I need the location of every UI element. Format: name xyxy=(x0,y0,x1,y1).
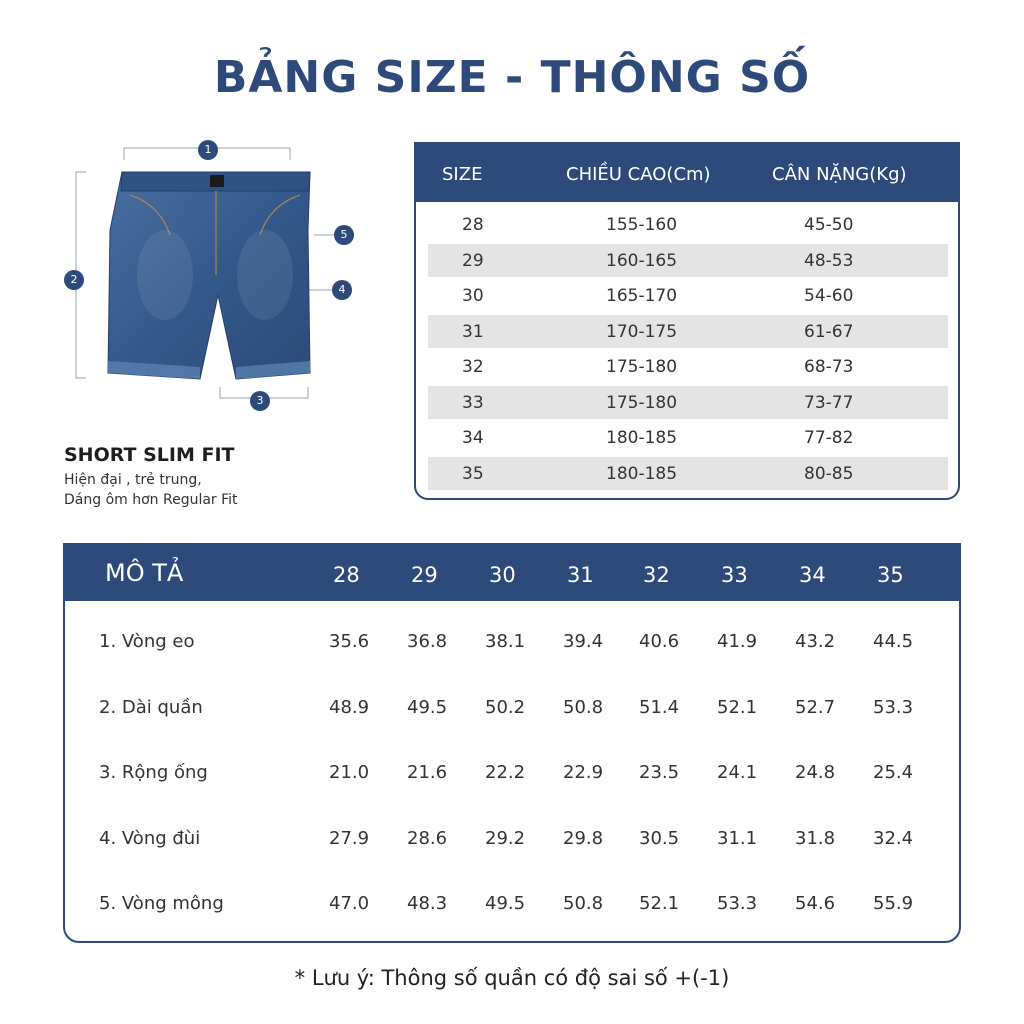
measurement-value: 52.1 xyxy=(639,893,680,914)
header-height: CHIỀU CAO(Cm) xyxy=(566,164,711,185)
size-table xyxy=(414,142,960,500)
measurement-value: 35.6 xyxy=(329,631,370,652)
header-size-29: 29 xyxy=(411,563,438,587)
measurement-row xyxy=(65,820,959,860)
measurement-value: 41.9 xyxy=(717,631,758,652)
size-cell: 28 xyxy=(462,215,484,235)
measurement-value: 30.5 xyxy=(639,827,680,849)
measurement-value: 48.9 xyxy=(329,696,370,718)
measurement-value: 49.5 xyxy=(407,696,448,718)
measurement-value: 25.4 xyxy=(873,762,914,783)
height-cell: 165-170 xyxy=(606,286,678,306)
size-table-row xyxy=(428,457,948,490)
measurement-label: 1. Vòng eo xyxy=(99,631,195,652)
measure-badge-4: 4 xyxy=(332,280,352,300)
measurement-value: 49.5 xyxy=(485,893,526,914)
header-description: MÔ TẢ xyxy=(105,559,184,587)
measurement-row xyxy=(65,754,959,794)
measurement-value: 50.2 xyxy=(485,696,526,718)
measurement-value: 27.9 xyxy=(329,827,370,849)
weight-cell: 73-77 xyxy=(804,392,854,413)
weight-cell: 48-53 xyxy=(804,250,854,271)
header-size: SIZE xyxy=(442,164,483,185)
measurement-value: 44.5 xyxy=(873,631,914,652)
measurement-value: 48.3 xyxy=(407,893,448,914)
measurement-value: 43.2 xyxy=(795,631,836,652)
weight-cell: 45-50 xyxy=(804,215,854,235)
weight-cell: 68-73 xyxy=(804,357,854,377)
tolerance-note: * Lưu ý: Thông số quần có độ sai số +(-1) xyxy=(294,966,730,990)
measurement-value: 24.1 xyxy=(717,762,758,783)
measurement-value: 28.6 xyxy=(407,827,448,849)
measurement-row xyxy=(65,689,959,729)
size-table-row xyxy=(428,386,948,419)
measure-badge-5: 5 xyxy=(334,225,354,245)
weight-cell: 80-85 xyxy=(804,463,854,484)
measurement-value: 53.3 xyxy=(717,893,758,914)
measurement-label: 3. Rộng ống xyxy=(99,762,208,783)
size-table-row xyxy=(428,244,948,277)
measurement-value: 36.8 xyxy=(407,631,448,652)
measurement-value: 55.9 xyxy=(873,893,914,914)
measurement-value: 52.7 xyxy=(795,696,836,718)
product-desc-line-2: Dáng ôm hơn Regular Fit xyxy=(64,492,238,508)
weight-cell: 77-82 xyxy=(804,428,854,448)
measurement-value: 50.8 xyxy=(563,696,604,718)
measurement-value: 38.1 xyxy=(485,631,526,652)
measurement-label: 4. Vòng đùi xyxy=(99,827,201,849)
measurement-table xyxy=(63,543,961,943)
height-cell: 160-165 xyxy=(606,250,678,271)
measurement-value: 54.6 xyxy=(795,893,836,914)
page-title: BẢNG SIZE - THÔNG SỐ xyxy=(213,52,811,103)
size-table-row xyxy=(428,421,948,454)
measurement-value: 40.6 xyxy=(639,631,680,652)
size-cell: 35 xyxy=(462,463,484,484)
measurement-value: 29.8 xyxy=(563,827,604,849)
measurement-value: 53.3 xyxy=(873,696,914,718)
header-size-34: 34 xyxy=(799,563,826,587)
measurement-value: 51.4 xyxy=(639,696,680,718)
size-cell: 33 xyxy=(462,392,484,413)
header-size-31: 31 xyxy=(567,563,594,587)
measure-badge-1: 1 xyxy=(198,140,218,160)
measurement-value: 29.2 xyxy=(485,827,526,849)
product-desc-line-1: Hiện đại , trẻ trung, xyxy=(64,472,202,488)
measurement-value: 24.8 xyxy=(795,762,836,783)
measurement-value: 39.4 xyxy=(563,631,604,652)
measurement-value: 22.9 xyxy=(563,762,604,783)
measure-badge-2: 2 xyxy=(64,270,84,290)
measurement-value: 32.4 xyxy=(873,827,914,849)
size-table-row xyxy=(428,279,948,312)
denim-shorts-image xyxy=(60,135,370,420)
measurement-value: 23.5 xyxy=(639,762,680,783)
header-weight: CÂN NẶNG(Kg) xyxy=(772,164,907,185)
size-cell: 32 xyxy=(462,357,484,377)
measurement-value: 21.6 xyxy=(407,762,448,783)
header-size-33: 33 xyxy=(721,563,748,587)
header-size-30: 30 xyxy=(489,563,516,587)
size-cell: 29 xyxy=(462,250,484,271)
product-name: SHORT SLIM FIT xyxy=(64,444,235,466)
weight-cell: 61-67 xyxy=(804,321,854,342)
header-size-32: 32 xyxy=(643,563,670,587)
size-cell: 31 xyxy=(462,321,484,342)
size-table-header xyxy=(416,144,958,202)
header-size-35: 35 xyxy=(877,563,904,587)
measurement-label: 2. Dài quần xyxy=(99,696,203,718)
size-cell: 30 xyxy=(462,286,484,306)
size-table-row xyxy=(428,350,948,383)
measurement-label: 5. Vòng mông xyxy=(99,893,224,914)
weight-cell: 54-60 xyxy=(804,286,854,306)
height-cell: 155-160 xyxy=(606,215,678,235)
measurement-value: 22.2 xyxy=(485,762,526,783)
product-description xyxy=(64,470,238,510)
header-size-28: 28 xyxy=(333,563,360,587)
measurement-value: 52.1 xyxy=(717,696,758,718)
size-table-row xyxy=(428,208,948,241)
height-cell: 180-185 xyxy=(606,428,678,448)
measurement-value: 47.0 xyxy=(329,893,370,914)
measurement-value: 31.8 xyxy=(795,827,836,849)
measurement-value: 50.8 xyxy=(563,893,604,914)
height-cell: 170-175 xyxy=(606,321,678,342)
product-illustration xyxy=(60,135,370,420)
measure-badge-3: 3 xyxy=(250,391,270,411)
measurement-value: 21.0 xyxy=(329,762,370,783)
height-cell: 175-180 xyxy=(606,357,678,377)
measurement-row xyxy=(65,623,959,663)
measurement-row xyxy=(65,885,959,925)
measurement-table-header xyxy=(65,545,959,601)
measurement-value: 31.1 xyxy=(717,827,758,849)
size-cell: 34 xyxy=(462,428,484,448)
size-table-row xyxy=(428,315,948,348)
height-cell: 175-180 xyxy=(606,392,678,413)
height-cell: 180-185 xyxy=(606,463,678,484)
